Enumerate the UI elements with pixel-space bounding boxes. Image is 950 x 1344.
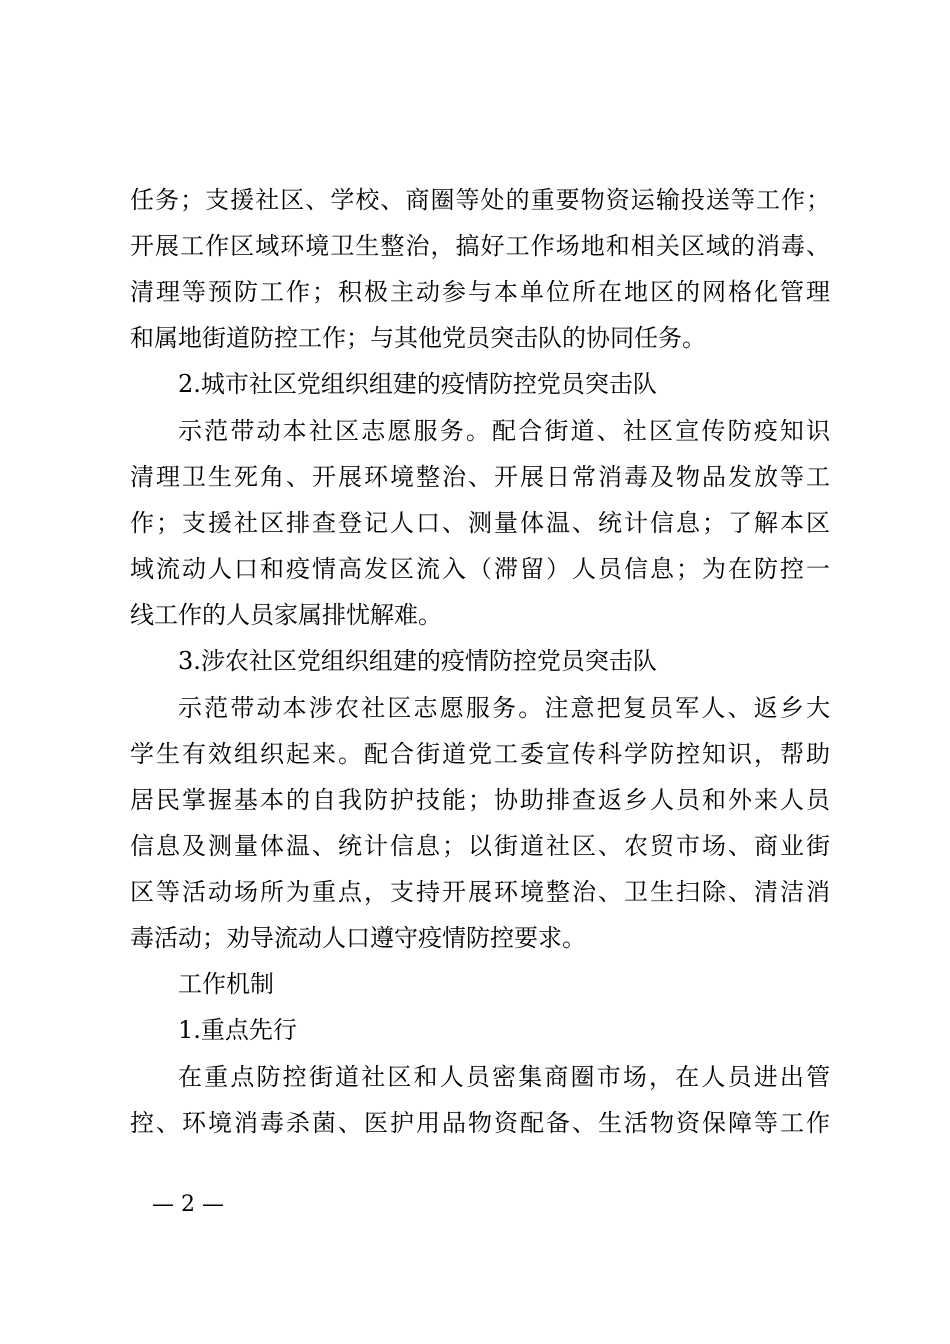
line-text: 域流动人口和疫情高发区流入（滞留）人员信息；为在防控一 (130, 555, 832, 583)
line-text: 毒活动；劝导流动人口遵守疫情防控要求。 (130, 924, 586, 952)
text-line (0, 915, 950, 961)
section-heading (0, 638, 950, 684)
text-line (0, 592, 950, 638)
text-line (0, 546, 950, 592)
text-line (0, 869, 950, 915)
heading-text: 工作机制 (178, 970, 274, 998)
page-number: — 2 — (152, 1192, 224, 1217)
text-line (0, 731, 950, 777)
text-line (0, 500, 950, 546)
line-text: 作；支援社区排查登记人口、测量体温、统计信息；了解本区 (130, 509, 832, 537)
text-line (0, 269, 950, 315)
text-line (0, 823, 950, 869)
line-text: 示范带动本涉农社区志愿服务。注意把复员军人、返乡大 (178, 694, 833, 722)
text-line (0, 408, 950, 454)
line-text: 学生有效组织起来。配合街道党工委宣传科学防控知识，帮助 (130, 740, 832, 768)
section-heading (0, 361, 950, 407)
text-line (0, 1054, 950, 1100)
line-text: 居民掌握基本的自我防护技能；协助排查返乡人员和外来人员 (130, 786, 832, 814)
line-text: 开展工作区域环境卫生整治，搞好工作场地和相关区域的消毒、 (130, 232, 832, 260)
text-line (0, 177, 950, 223)
line-text: 线工作的人员家属排忧解难。 (130, 601, 442, 629)
line-text: 和属地街道防控工作；与其他党员突击队的协同任务。 (130, 324, 706, 352)
line-text: 任务；支援社区、学校、商圈等处的重要物资运输投送等工作； (130, 186, 832, 214)
heading-text: 2.城市社区党组织组建的疫情防控党员突击队 (178, 370, 657, 398)
heading-text: 3.涉农社区党组织组建的疫情防控党员突击队 (178, 647, 657, 675)
text-line (0, 315, 950, 361)
text-line (0, 685, 950, 731)
line-text: 区等活动场所为重点，支持开展环境整治、卫生扫除、清洁消 (130, 878, 832, 906)
line-text: 清理等预防工作；积极主动参与本单位所在地区的网格化管理 (130, 278, 832, 306)
line-text: 在重点防控街道社区和人员密集商圈市场，在人员进出管 (178, 1063, 833, 1091)
line-text: 控、环境消毒杀菌、医护用品物资配备、生活物资保障等工作 (130, 1109, 832, 1137)
heading-text: 1.重点先行 (178, 1016, 297, 1044)
text-line (0, 1100, 950, 1146)
section-heading (0, 1007, 950, 1053)
line-text: 清理卫生死角、开展环境整治、开展日常消毒及物品发放等工 (130, 463, 832, 491)
line-text: 信息及测量体温、统计信息；以街道社区、农贸市场、商业街 (130, 832, 832, 860)
line-text: 示范带动本社区志愿服务。配合街道、社区宣传防疫知识 (178, 417, 833, 445)
text-line (0, 777, 950, 823)
text-line (0, 223, 950, 269)
text-line (0, 454, 950, 500)
section-heading (0, 961, 950, 1007)
